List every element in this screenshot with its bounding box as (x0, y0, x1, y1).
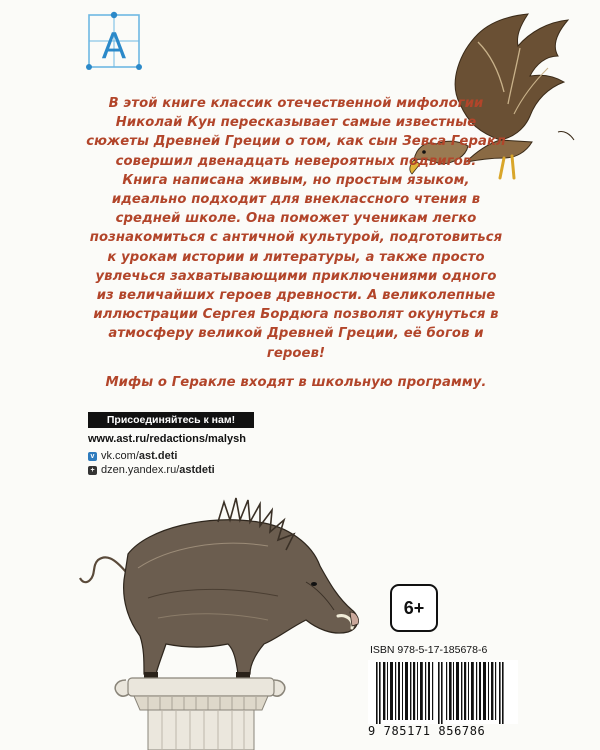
logo-letter: А (101, 26, 127, 67)
join-us-badge: Присоединяйтесь к нам! (88, 412, 254, 428)
description-paragraph-1: В этой книге классик отечественной мифологии Николай Кун пересказывает самые известные сюжеты Древней Греции о том, как сын Зевса Геракл совершил двенадцать невероятных подвигов. (86, 96, 506, 169)
vk-handle: ast.deti (138, 450, 178, 462)
description-paragraph-3: Мифы о Геракле входят в школьную программу. (105, 374, 487, 390)
boar-illustration (68, 488, 378, 750)
barcode-digits: 9 785171 856786 (368, 724, 486, 738)
publisher-logo (86, 8, 144, 70)
description-paragraph-2: Книга написана живым, но простым языком, идеально подходит для внеклассного чтения в средней школе. Она поможет ученикам легко познакомиться с античной культурой, подготовиться к урокам истории и литературы, а также просто увлечься захватывающими приключениями одного из величайших героев древности. А великолепные иллюстрации Сергея Бордюга позволят окунуться в атмосферу великой Древней Греции, её богов и героев! (89, 172, 503, 361)
barcode (368, 660, 518, 724)
dzen-icon: + (88, 466, 97, 475)
age-rating-badge: 6+ (390, 584, 438, 632)
vk-prefix: vk.com/ (101, 450, 139, 462)
isbn-text: ISBN 978-5-17-185678-6 (370, 644, 488, 656)
book-description (86, 94, 506, 402)
vk-icon: v (88, 452, 97, 461)
dzen-link[interactable] (88, 464, 215, 476)
website-link[interactable]: www.ast.ru/redactions/malysh (88, 433, 246, 445)
dzen-handle: astdeti (179, 464, 215, 476)
dzen-prefix: dzen.yandex.ru/ (101, 464, 180, 476)
vk-link[interactable] (88, 450, 177, 462)
